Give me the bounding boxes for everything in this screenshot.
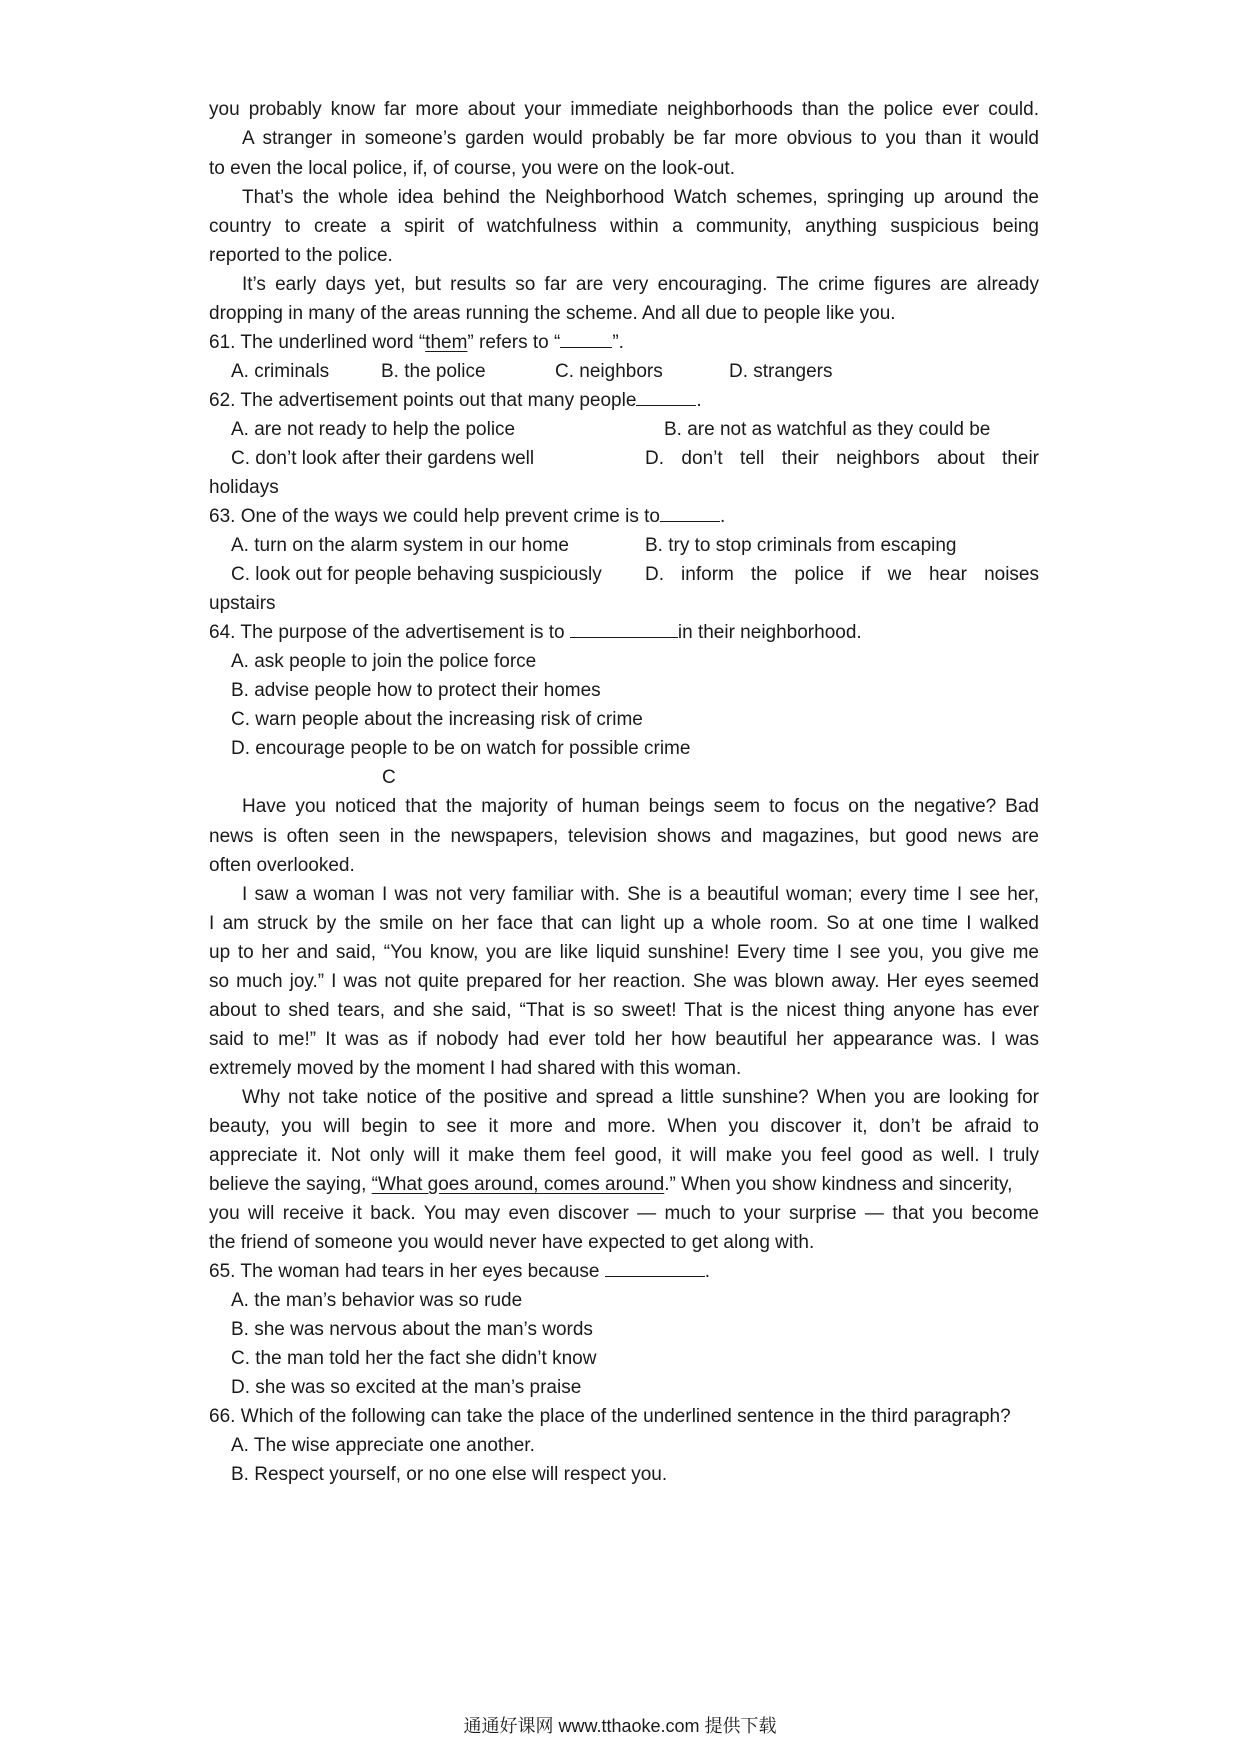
question-63-option-b: B. try to stop criminals from escaping bbox=[645, 535, 957, 556]
passage-line: I am struck by the smile on her face that can light up a whole room. So at one time I walked bbox=[209, 913, 1039, 934]
question-66-option-a: A. The wise appreciate one another. bbox=[231, 1435, 535, 1456]
passage-line: often overlooked. bbox=[209, 855, 355, 876]
question-66-option-b: B. Respect yourself, or no one else will respect you. bbox=[231, 1464, 668, 1485]
question-64-option-a: A. ask people to join the police force bbox=[231, 651, 537, 672]
question-64-stem bbox=[209, 621, 1039, 645]
passage-line: reported to the police. bbox=[209, 245, 393, 266]
question-62-option-a: A. are not ready to help the police bbox=[231, 419, 516, 440]
question-62-option-b: B. are not as watchful as they could be bbox=[664, 419, 991, 440]
passage-line: A stranger in someone’s garden would probably be far more obvious to you than it would bbox=[242, 128, 1039, 149]
passage-line: news is often seen in the newspapers, television shows and magazines, but good news are bbox=[209, 826, 1039, 847]
answer-blank bbox=[636, 389, 696, 406]
passage-line: Have you noticed that the majority of human beings seem to focus on the negative? Bad bbox=[242, 796, 1039, 817]
question-stem-text: 61. The underlined word “ bbox=[209, 332, 426, 353]
answer-blank bbox=[605, 1260, 705, 1277]
answer-blank bbox=[570, 621, 678, 638]
question-stem-text: ” refers to “ bbox=[467, 332, 561, 353]
question-63-option-d: D. inform the police if we hear noises bbox=[645, 564, 1039, 585]
question-61-option-a: A. criminals bbox=[231, 361, 330, 382]
passage-line: said to me!” It was as if nobody had ever told her how beautiful her appearance was. I was bbox=[209, 1029, 1039, 1050]
passage-line: the friend of someone you would never have expected to get along with. bbox=[209, 1232, 815, 1253]
passage-text: believe the saying, bbox=[209, 1174, 372, 1195]
answer-blank bbox=[560, 331, 612, 348]
passage-line: you probably know far more about your immediate neighborhoods than the police ever could. bbox=[209, 99, 1039, 120]
question-64-option-c: C. warn people about the increasing risk of crime bbox=[231, 709, 643, 730]
question-62-option-c: C. don’t look after their gardens well bbox=[231, 448, 535, 469]
passage-line: dropping in many of the areas running the scheme. And all due to people like you. bbox=[209, 303, 896, 324]
question-63-option-c: C. look out for people behaving suspiciously bbox=[231, 564, 602, 585]
passage-line-underlined bbox=[209, 1173, 1039, 1197]
question-62-option-d: D. don’t tell their neighbors about their bbox=[645, 448, 1039, 469]
question-stem-text: . bbox=[704, 1261, 711, 1282]
passage-line: so much joy.” I was not quite prepared for her reaction. She was blown away. Her eyes seemed bbox=[209, 971, 1039, 992]
passage-line: appreciate it. Not only will it make them feel good, it will make you feel good as well. I truly bbox=[209, 1145, 1039, 1166]
passage-text: .” When you show kindness and sincerity, bbox=[664, 1174, 1013, 1195]
question-stem-text: . bbox=[719, 506, 726, 527]
question-stem-text: 62. The advertisement points out that many people bbox=[209, 390, 637, 411]
question-stem-text: 63. One of the ways we could help prevent crime is to bbox=[209, 506, 660, 527]
passage-line: It’s early days yet, but results so far are very encouraging. The crime figures are already bbox=[242, 274, 1039, 295]
question-63-option-d-cont: upstairs bbox=[209, 593, 276, 614]
question-61-option-c: C. neighbors bbox=[555, 361, 663, 382]
question-62-stem bbox=[209, 389, 1039, 413]
question-stem-text: ”. bbox=[612, 332, 624, 353]
question-65-option-c: C. the man told her the fact she didn’t know bbox=[231, 1348, 597, 1369]
question-64-option-d: D. encourage people to be on watch for possible crime bbox=[231, 738, 691, 759]
underlined-sentence: “What goes around, comes around bbox=[371, 1174, 665, 1195]
question-64-option-b: B. advise people how to protect their homes bbox=[231, 680, 601, 701]
question-stem-text: in their neighborhood. bbox=[677, 622, 862, 643]
question-stem-text: . bbox=[696, 390, 702, 411]
page-footer: 通通好课网 www.tthaoke.com 提供下载 bbox=[463, 1716, 777, 1736]
passage-line: up to her and said, “You know, you are like liquid sunshine! Every time I see you, you give me bbox=[209, 942, 1039, 963]
question-61-option-b: B. the police bbox=[381, 361, 486, 382]
question-61-stem bbox=[209, 331, 1039, 355]
question-65-option-a: A. the man’s behavior was so rude bbox=[231, 1290, 523, 1311]
question-63-option-a: A. turn on the alarm system in our home bbox=[231, 535, 569, 556]
section-heading: C bbox=[382, 767, 396, 788]
question-stem-text: 64. The purpose of the advertisement is to bbox=[209, 622, 570, 643]
question-63-stem bbox=[209, 505, 1039, 529]
passage-line: to even the local police, if, of course, you were on the look-out. bbox=[209, 158, 735, 179]
passage-line: I saw a woman I was not very familiar with. She is a beautiful woman; every time I see her, bbox=[242, 884, 1039, 905]
question-65-stem bbox=[209, 1260, 1039, 1284]
question-66-stem: 66. Which of the following can take the place of the underlined sentence in the third paragraph? bbox=[209, 1406, 1011, 1427]
question-65-option-b: B. she was nervous about the man’s words bbox=[231, 1319, 593, 1340]
passage-line: country to create a spirit of watchfulness within a community, anything suspicious being bbox=[209, 216, 1039, 237]
passage-line: you will receive it back. You may even discover — much to your surprise — that you become bbox=[209, 1203, 1039, 1224]
passage-line: about to shed tears, and she said, “That is so sweet! That is the nicest thing anyone has ever bbox=[209, 1000, 1039, 1021]
passage-line: beauty, you will begin to see it more and more. When you discover it, don’t be afraid to bbox=[209, 1116, 1039, 1137]
answer-blank bbox=[660, 505, 720, 522]
question-stem-text: 65. The woman had tears in her eyes because bbox=[209, 1261, 605, 1282]
question-62-option-d-cont: holidays bbox=[209, 477, 279, 498]
question-65-option-d: D. she was so excited at the man’s praise bbox=[231, 1377, 582, 1398]
passage-line: extremely moved by the moment I had shared with this woman. bbox=[209, 1058, 742, 1079]
question-61-option-d: D. strangers bbox=[729, 361, 833, 382]
passage-line: Why not take notice of the positive and spread a little sunshine? When you are looking for bbox=[242, 1087, 1039, 1108]
passage-line: That’s the whole idea behind the Neighborhood Watch schemes, springing up around the bbox=[242, 187, 1039, 208]
underlined-word: them bbox=[425, 332, 468, 353]
